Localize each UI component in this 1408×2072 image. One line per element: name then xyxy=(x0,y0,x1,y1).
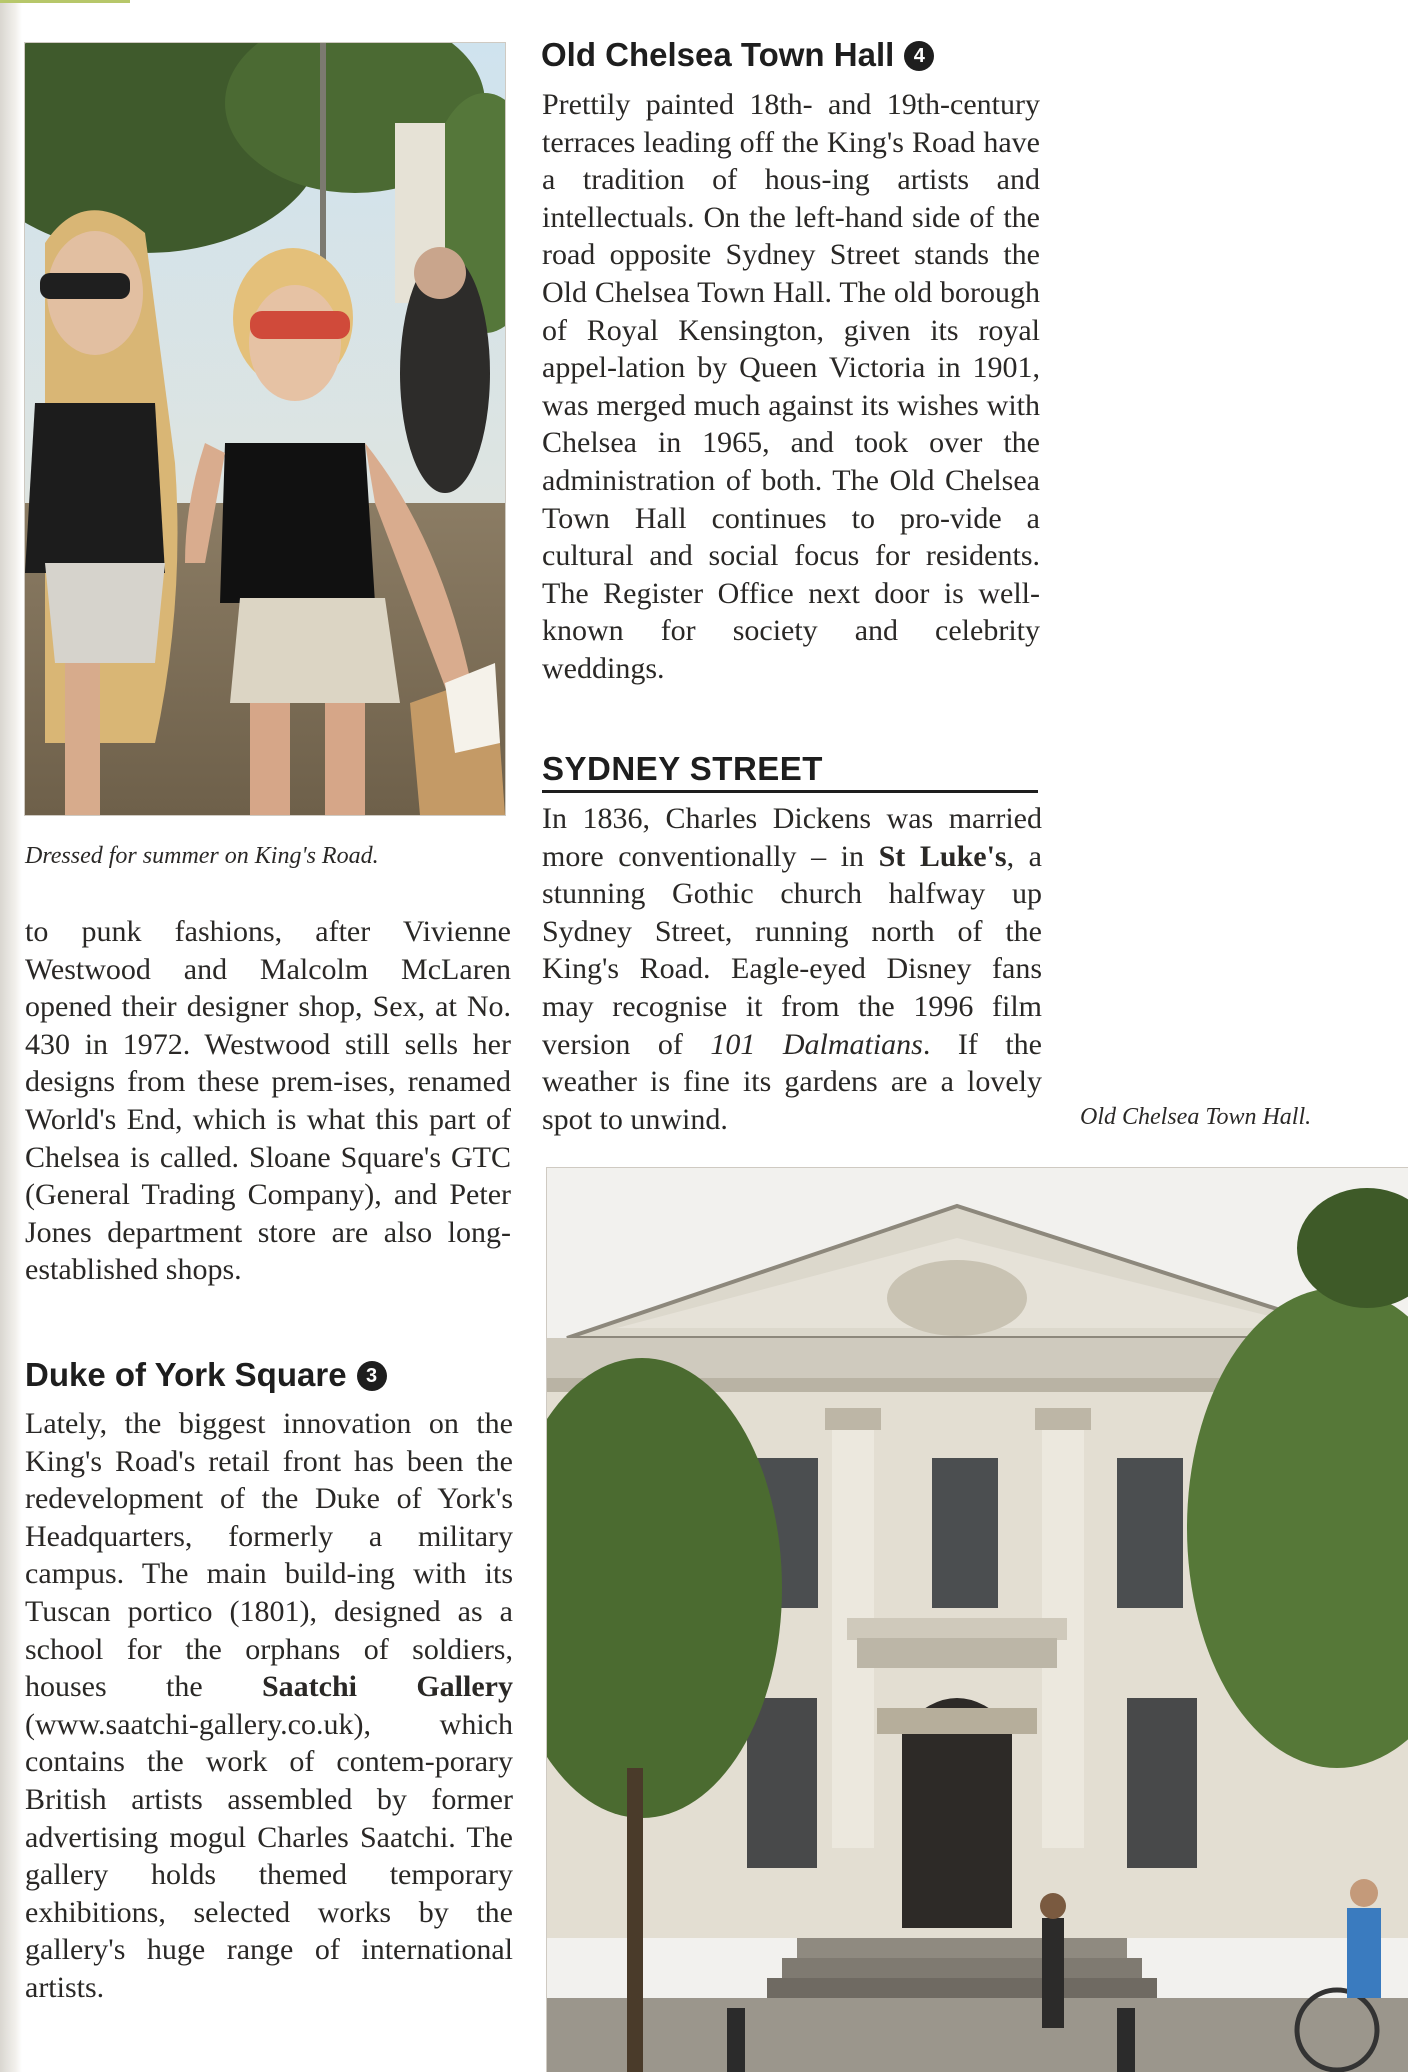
page-gutter-shadow xyxy=(0,0,22,2072)
town-hall-heading xyxy=(541,36,934,74)
film-title: 101 Dalmatians xyxy=(710,1027,923,1061)
town-hall-heading-text: Old Chelsea Town Hall xyxy=(541,36,895,73)
duke-of-york-heading-text: Duke of York Square xyxy=(25,1356,347,1393)
left-column-continuation-text: to punk fashions, after Vivienne Westwood and Malcolm McLaren opened their designer shop, Sex, at No. 430 in 1972. Westwood still sells her designs from these prem-ises, renamed World's End, which is what this part of Chelsea is called. Sloane Square's GTC (General Trading Company), and Peter Jones department store are also long-established shops. xyxy=(25,915,511,1287)
photo-town-hall-icon xyxy=(547,1168,1408,2072)
map-number-badge: 3 xyxy=(357,1361,387,1391)
sydney-street-text xyxy=(542,800,1042,1138)
sydney-street-heading: SYDNEY STREET xyxy=(542,750,1038,793)
kings-road-photo xyxy=(25,43,505,815)
sydney-street-text-part-3: . If the weather is fine its gardens are a lovely spot to unwind. xyxy=(542,1027,1043,1136)
photo-women-walking-icon xyxy=(25,43,505,815)
town-hall-photo xyxy=(547,1168,1408,2072)
st-lukes-name: St Luke's xyxy=(878,839,1007,873)
duke-of-york-heading xyxy=(25,1356,387,1394)
map-number-badge: 4 xyxy=(904,41,934,71)
duke-of-york-text xyxy=(25,1405,513,2007)
town-hall-photo-caption: Old Chelsea Town Hall. xyxy=(1080,1104,1312,1130)
corner-accent-line xyxy=(0,0,130,3)
saatchi-gallery-name: Saatchi Gallery xyxy=(262,1670,513,1704)
sydney-street-text-part-1: In 1836, Charles Dickens was married more conventionally – in xyxy=(542,802,1042,873)
sydney-street-text-part-2: , a stunning Gothic church halfway up Sydney Street, running north of the King's Road. Eagle-eyed Disney fans may recognise it from the 1996 film version of xyxy=(542,839,1042,1061)
duke-of-york-text-part-1: Lately, the biggest innovation on the King's Road's retail front has been the redevelopment of the Duke of York's Headquarters, formerly a military campus. The main build-ing with its Tuscan portico (1801), designed as a school for the orphans of soldiers, houses the xyxy=(25,1407,513,1704)
kings-road-photo-caption: Dressed for summer on King's Road. xyxy=(25,843,379,869)
duke-of-york-text-part-2: (www.saatchi-gallery.co.uk), which contains the work of contem-porary British artists assembled by former advertising mogul Charles Saatchi. The gallery holds themed temporary exhibitions, selected works by the gallery's huge range of international artists. xyxy=(25,1707,513,2004)
town-hall-text: Prettily painted 18th- and 19th-century terraces leading off the King's Road have a tradition of hous-ing artists and intellectuals. On the left-hand side of the road opposite Sydney Street stands the Old Chelsea Town Hall. The old borough of Royal Kensington, given its royal appel-lation by Queen Victoria in 1901, was merged much against its wishes with Chelsea in 1965, and took over the administration of both. The Old Chelsea Town Hall continues to pro-vide a cultural and social focus for residents. The Register Office next door is well-known for society and celebrity weddings. xyxy=(542,88,1040,685)
